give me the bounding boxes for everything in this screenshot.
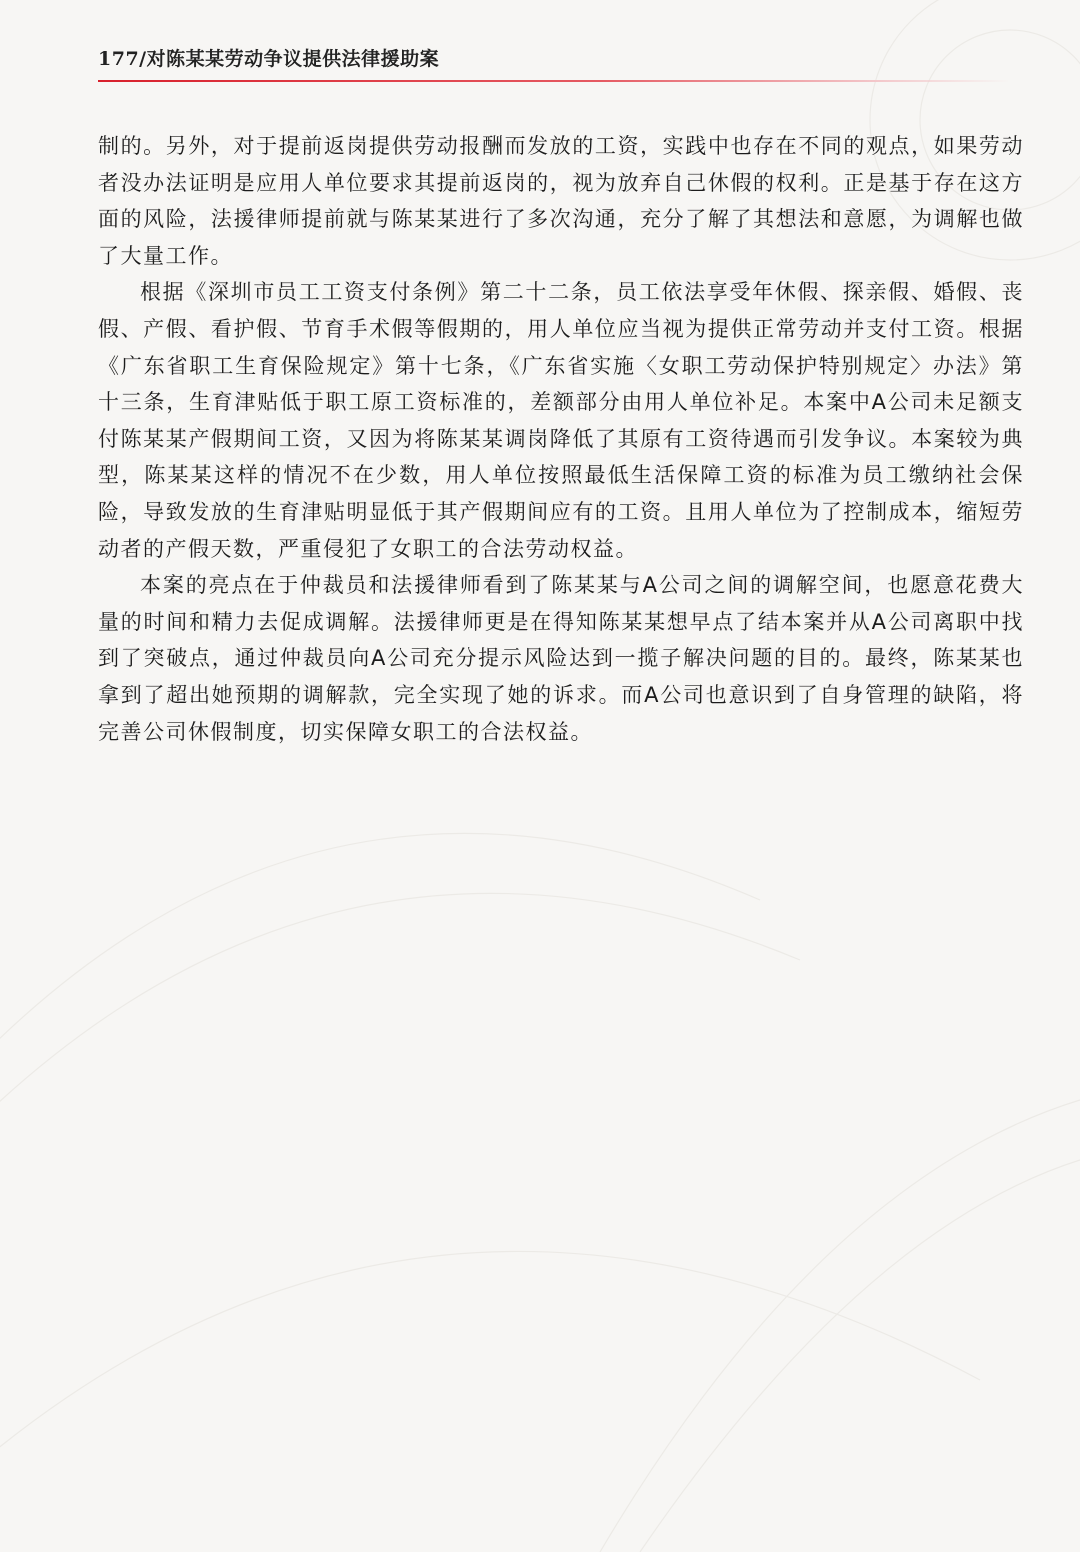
running-header-title: 177/对陈某某劳动争议提供法律援助案 <box>98 48 440 70</box>
paragraph-2: 根据《深圳市员工工资支付条例》第二十二条，员工依法享受年休假、探亲假、婚假、丧假、产假、看护假、节育手术假等假期的，用人单位应当视为提供正常劳动并支付工资。根据《广东省职工生育保险规定》第十七条，《广东省实施〈女职工劳动保护特别规定〉办法》第十三条，生育津贴低于职工原工资标准的，差额部分由用人单位补足。本案中A公司未足额支付陈某某产假期间工资，又因为将陈某某调岗降低了其原有工资待遇而引发争议。本案较为典型，陈某某这样的情况不在少数，用人单位按照最低生活保障工资的标准为员工缴纳社会保险，导致发放的生育津贴明显低于其产假期间应有的工资。且用人单位为了控制成本，缩短劳动者的产假天数，严重侵犯了女职工的合法劳动权益。 <box>98 280 1024 561</box>
paragraph-3: 本案的亮点在于仲裁员和法援律师看到了陈某某与A公司之间的调解空间，也愿意花费大量的时间和精力去促成调解。法援律师更是在得知陈某某想早点了结本案并从A公司离职中找到了突破点，通过仲裁员向A公司充分提示风险达到一揽子解决问题的目的。最终，陈某某也拿到了超出她预期的调解款，完全实现了她的诉求。而A公司也意识到了自身管理的缺陷，将完善公司休假制度，切实保障女职工的合法权益。 <box>98 573 1024 744</box>
body-text <box>98 128 1024 750</box>
paragraph-1: 制的。另外，对于提前返岗提供劳动报酬而发放的工资，实践中也存在不同的观点，如果劳动者没办法证明是应用人单位要求其提前返岗的，视为放弃自己休假的权利。正是基于存在这方面的风险，法援律师提前就与陈某某进行了多次沟通，充分了解了其想法和意愿，为调解也做了大量工作。 <box>98 134 1024 268</box>
header-rule <box>98 80 1010 82</box>
